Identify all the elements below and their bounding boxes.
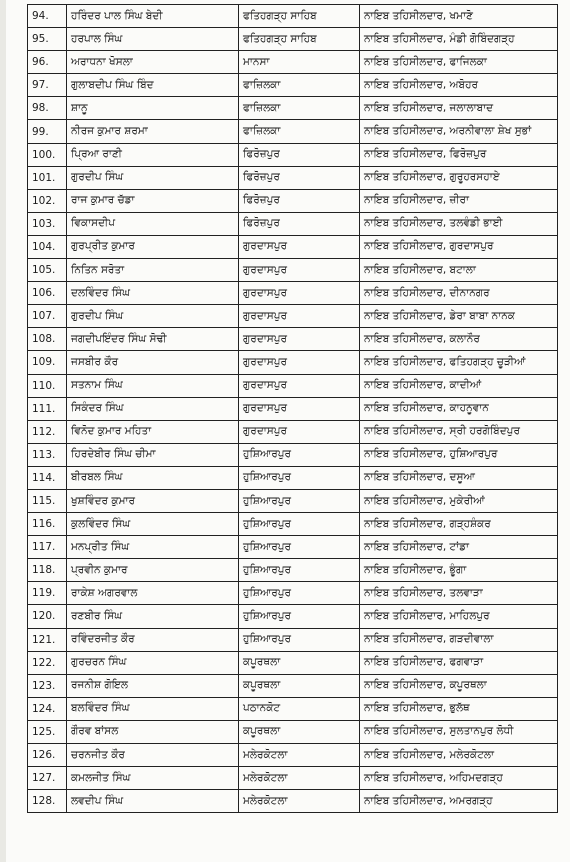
district-cell: ਕਪੂਰਥਲਾ bbox=[239, 674, 360, 697]
posting-cell: ਨਾਇਬ ਤਹਿਸੀਲਦਾਰ, ਤਲਵਾੜਾ bbox=[360, 582, 558, 605]
serial-number-cell: 122. bbox=[28, 651, 67, 674]
officer-name-cell: ਹਿਰਦੇਬੀਰ ਸਿੰਘ ਚੀਮਾ bbox=[67, 443, 239, 466]
serial-number-cell: 107. bbox=[28, 305, 67, 328]
officer-name-cell: ਬਲਵਿੰਦਰ ਸਿੰਘ bbox=[67, 697, 239, 720]
table-row bbox=[28, 166, 558, 189]
posting-cell: ਨਾਇਬ ਤਹਿਸੀਲਦਾਰ, ਗੜ੍ਹਸ਼ੰਕਰ bbox=[360, 513, 558, 536]
district-cell: ਗੁਰਦਾਸਪੁਰ bbox=[239, 351, 360, 374]
officer-name-cell: ਚਰਨਜੀਤ ਕੌਰ bbox=[67, 744, 239, 767]
posting-cell: ਨਾਇਬ ਤਹਿਸੀਲਦਾਰ, ਜਲਾਲਾਬਾਦ bbox=[360, 97, 558, 120]
officer-name-cell: ਜਗਦੀਪਇੰਦਰ ਸਿੰਘ ਸੋਢੀ bbox=[67, 328, 239, 351]
officer-name-cell: ਲਵਦੀਪ ਸਿੰਘ bbox=[67, 790, 239, 813]
officer-name-cell: ਗੁਰਦੀਪ ਸਿੰਘ bbox=[67, 166, 239, 189]
officer-name-cell: ਹਰਿੰਦਰ ਪਾਲ ਸਿੰਘ ਬੇਦੀ bbox=[67, 5, 239, 28]
table-row bbox=[28, 189, 558, 212]
district-cell: ਕਪੂਰਥਲਾ bbox=[239, 651, 360, 674]
posting-cell: ਨਾਇਬ ਤਹਿਸੀਲਦਾਰ, ਫਿਰੋਜ਼ਪੁਰ bbox=[360, 143, 558, 166]
officer-name-cell: ਵਿਕਾਸਦੀਪ bbox=[67, 212, 239, 235]
posting-cell: ਨਾਇਬ ਤਹਿਸੀਲਦਾਰ, ਮਲੇਰਕੋਟਲਾ bbox=[360, 744, 558, 767]
district-cell: ਗੁਰਦਾਸਪੁਰ bbox=[239, 282, 360, 305]
district-cell: ਫਾਜ਼ਿਲਕਾ bbox=[239, 120, 360, 143]
posting-cell: ਨਾਇਬ ਤਹਿਸੀਲਦਾਰ, ਕਾਦੀਆਂ bbox=[360, 374, 558, 397]
serial-number-cell: 94. bbox=[28, 5, 67, 28]
district-cell: ਮਲੇਰਕੋਟਲਾ bbox=[239, 767, 360, 790]
serial-number-cell: 96. bbox=[28, 51, 67, 74]
posting-cell: ਨਾਇਬ ਤਹਿਸੀਲਦਾਰ, ਕਪੂਰਥਲਾ bbox=[360, 674, 558, 697]
posting-cell: ਨਾਇਬ ਤਹਿਸੀਲਦਾਰ, ਫਗਵਾੜਾ bbox=[360, 651, 558, 674]
posting-cell: ਨਾਇਬ ਤਹਿਸੀਲਦਾਰ, ਸ੍ਰੀ ਹਰਗੋਬਿੰਦਪੁਰ bbox=[360, 420, 558, 443]
table-row bbox=[28, 674, 558, 697]
serial-number-cell: 123. bbox=[28, 674, 67, 697]
serial-number-cell: 113. bbox=[28, 443, 67, 466]
table-row bbox=[28, 536, 558, 559]
serial-number-cell: 109. bbox=[28, 351, 67, 374]
district-cell: ਪਠਾਨਕੋਟ bbox=[239, 697, 360, 720]
serial-number-cell: 126. bbox=[28, 744, 67, 767]
posting-cell: ਨਾਇਬ ਤਹਿਸੀਲਦਾਰ, ਗੜਦੀਵਾਲਾ bbox=[360, 628, 558, 651]
serial-number-cell: 102. bbox=[28, 189, 67, 212]
table-row bbox=[28, 582, 558, 605]
posting-cell: ਨਾਇਬ ਤਹਿਸੀਲਦਾਰ, ਅਮਰਗੜ੍ਹ bbox=[360, 790, 558, 813]
district-cell: ਗੁਰਦਾਸਪੁਰ bbox=[239, 374, 360, 397]
table-row bbox=[28, 28, 558, 51]
table-row bbox=[28, 466, 558, 489]
officer-name-cell: ਅਰਾਧਨਾ ਖੋਸਲਾ bbox=[67, 51, 239, 74]
table-row bbox=[28, 328, 558, 351]
table-row bbox=[28, 767, 558, 790]
district-cell: ਗੁਰਦਾਸਪੁਰ bbox=[239, 259, 360, 282]
serial-number-cell: 103. bbox=[28, 212, 67, 235]
officer-name-cell: ਨਿਤਿਨ ਸਰੋਤਾ bbox=[67, 259, 239, 282]
officer-name-cell: ਗੁਰਚਰਨ ਸਿੰਘ bbox=[67, 651, 239, 674]
serial-number-cell: 100. bbox=[28, 143, 67, 166]
serial-number-cell: 105. bbox=[28, 259, 67, 282]
serial-number-cell: 127. bbox=[28, 767, 67, 790]
posting-cell: ਨਾਇਬ ਤਹਿਸੀਲਦਾਰ, ਗੁਰਦਾਸਪੁਰ bbox=[360, 235, 558, 258]
officer-name-cell: ਰਜਨੀਸ਼ ਗੋਇਲ bbox=[67, 674, 239, 697]
posting-cell: ਨਾਇਬ ਤਹਿਸੀਲਦਾਰ, ਭੂੰਗਾ bbox=[360, 559, 558, 582]
district-cell: ਫਾਜ਼ਿਲਕਾ bbox=[239, 97, 360, 120]
officer-name-cell: ਸਿਕੰਦਰ ਸਿੰਘ bbox=[67, 397, 239, 420]
district-cell: ਮਲੇਰਕੋਟਲਾ bbox=[239, 744, 360, 767]
table-row bbox=[28, 605, 558, 628]
officer-name-cell: ਰਣਬੀਰ ਸਿੰਘ bbox=[67, 605, 239, 628]
serial-number-cell: 110. bbox=[28, 374, 67, 397]
posting-cell: ਨਾਇਬ ਤਹਿਸੀਲਦਾਰ, ਜ਼ੀਰਾ bbox=[360, 189, 558, 212]
officer-name-cell: ਪ੍ਰਿਆ ਰਾਣੀ bbox=[67, 143, 239, 166]
table-row bbox=[28, 628, 558, 651]
officer-name-cell: ਰਾਕੇਸ਼ ਅਗਰਵਾਲ bbox=[67, 582, 239, 605]
officer-name-cell: ਬੀਰਬਲ ਸਿੰਘ bbox=[67, 466, 239, 489]
officer-name-cell: ਰਾਜ ਕੁਮਾਰ ਚੱਡਾ bbox=[67, 189, 239, 212]
district-cell: ਗੁਰਦਾਸਪੁਰ bbox=[239, 328, 360, 351]
posting-cell: ਨਾਇਬ ਤਹਿਸੀਲਦਾਰ, ਅਹਿਮਦਗੜ੍ਹ bbox=[360, 767, 558, 790]
serial-number-cell: 125. bbox=[28, 720, 67, 743]
posting-cell: ਨਾਇਬ ਤਹਿਸੀਲਦਾਰ, ਗੁਰੂਹਰਸਹਾਏ bbox=[360, 166, 558, 189]
district-cell: ਫਿਰੋਜ਼ਪੁਰ bbox=[239, 212, 360, 235]
posting-table bbox=[27, 4, 558, 813]
posting-cell: ਨਾਇਬ ਤਹਿਸੀਲਦਾਰ, ਭੁਲੱਥ bbox=[360, 697, 558, 720]
table-row bbox=[28, 397, 558, 420]
district-cell: ਗੁਰਦਾਸਪੁਰ bbox=[239, 235, 360, 258]
serial-number-cell: 106. bbox=[28, 282, 67, 305]
table-row bbox=[28, 351, 558, 374]
serial-number-cell: 104. bbox=[28, 235, 67, 258]
officer-name-cell: ਖੁਸ਼ਵਿੰਦਰ ਕੁਮਾਰ bbox=[67, 489, 239, 512]
table-row bbox=[28, 790, 558, 813]
district-cell: ਹੁਸ਼ਿਆਰਪੁਰ bbox=[239, 559, 360, 582]
officer-name-cell: ਵਿਨੋਦ ਕੁਮਾਰ ਮਹਿਤਾ bbox=[67, 420, 239, 443]
officer-name-cell: ਗੌਰਵ ਬਾਂਸਲ bbox=[67, 720, 239, 743]
serial-number-cell: 116. bbox=[28, 513, 67, 536]
district-cell: ਫਤਿਹਗੜ੍ਹ ਸਾਹਿਬ bbox=[239, 28, 360, 51]
officer-name-cell: ਗੁਰਦੀਪ ਸਿੰਘ bbox=[67, 305, 239, 328]
posting-cell: ਨਾਇਬ ਤਹਿਸੀਲਦਾਰ, ਡੇਰਾ ਬਾਬਾ ਨਾਨਕ bbox=[360, 305, 558, 328]
posting-table-body bbox=[28, 5, 558, 813]
district-cell: ਕਪੂਰਥਲਾ bbox=[239, 720, 360, 743]
officer-name-cell: ਗੁਲਾਬਦੀਪ ਸਿੰਘ ਬਿੰਦ bbox=[67, 74, 239, 97]
district-cell: ਹੁਸ਼ਿਆਰਪੁਰ bbox=[239, 605, 360, 628]
serial-number-cell: 114. bbox=[28, 466, 67, 489]
district-cell: ਫਿਰੋਜ਼ਪੁਰ bbox=[239, 189, 360, 212]
table-row bbox=[28, 5, 558, 28]
table-row bbox=[28, 97, 558, 120]
district-cell: ਗੁਰਦਾਸਪੁਰ bbox=[239, 305, 360, 328]
officer-name-cell: ਸ਼ਾਨੂ bbox=[67, 97, 239, 120]
serial-number-cell: 121. bbox=[28, 628, 67, 651]
serial-number-cell: 115. bbox=[28, 489, 67, 512]
officer-name-cell: ਕੁਲਵਿੰਦਰ ਸਿੰਘ bbox=[67, 513, 239, 536]
posting-cell: ਨਾਇਬ ਤਹਿਸੀਲਦਾਰ, ਅਬੋਹਰ bbox=[360, 74, 558, 97]
posting-cell: ਨਾਇਬ ਤਹਿਸੀਲਦਾਰ, ਕਲਾਨੌਰ bbox=[360, 328, 558, 351]
district-cell: ਹੁਸ਼ਿਆਰਪੁਰ bbox=[239, 489, 360, 512]
serial-number-cell: 117. bbox=[28, 536, 67, 559]
officer-name-cell: ਹਰਪਾਲ ਸਿੰਘ bbox=[67, 28, 239, 51]
table-row bbox=[28, 443, 558, 466]
posting-cell: ਨਾਇਬ ਤਹਿਸੀਲਦਾਰ, ਫਤਿਹਗੜ੍ਹ ਚੂੜੀਆਂ bbox=[360, 351, 558, 374]
serial-number-cell: 101. bbox=[28, 166, 67, 189]
serial-number-cell: 124. bbox=[28, 697, 67, 720]
district-cell: ਗੁਰਦਾਸਪੁਰ bbox=[239, 397, 360, 420]
officer-name-cell: ਸਤਨਾਮ ਸਿੰਘ bbox=[67, 374, 239, 397]
district-cell: ਫਿਰੋਜ਼ਪੁਰ bbox=[239, 166, 360, 189]
posting-cell: ਨਾਇਬ ਤਹਿਸੀਲਦਾਰ, ਸੁਲਤਾਨਪੁਰ ਲੋਧੀ bbox=[360, 720, 558, 743]
serial-number-cell: 108. bbox=[28, 328, 67, 351]
posting-cell: ਨਾਇਬ ਤਹਿਸੀਲਦਾਰ, ਦੀਨਾਨਗਰ bbox=[360, 282, 558, 305]
table-row bbox=[28, 305, 558, 328]
posting-cell: ਨਾਇਬ ਤਹਿਸੀਲਦਾਰ, ਦਸੂਆ bbox=[360, 466, 558, 489]
serial-number-cell: 98. bbox=[28, 97, 67, 120]
table-row bbox=[28, 744, 558, 767]
table-row bbox=[28, 651, 558, 674]
table-row bbox=[28, 212, 558, 235]
officer-name-cell: ਪ੍ਰਵੀਨ ਕੁਮਾਰ bbox=[67, 559, 239, 582]
district-cell: ਫਾਜ਼ਿਲਕਾ bbox=[239, 74, 360, 97]
table-row bbox=[28, 374, 558, 397]
district-cell: ਮਾਨਸਾ bbox=[239, 51, 360, 74]
serial-number-cell: 128. bbox=[28, 790, 67, 813]
serial-number-cell: 120. bbox=[28, 605, 67, 628]
district-cell: ਹੁਸ਼ਿਆਰਪੁਰ bbox=[239, 628, 360, 651]
district-cell: ਹੁਸ਼ਿਆਰਪੁਰ bbox=[239, 443, 360, 466]
table-row bbox=[28, 143, 558, 166]
table-row bbox=[28, 74, 558, 97]
district-cell: ਹੁਸ਼ਿਆਰਪੁਰ bbox=[239, 513, 360, 536]
posting-cell: ਨਾਇਬ ਤਹਿਸੀਲਦਾਰ, ਮੁਕੇਰੀਆਂ bbox=[360, 489, 558, 512]
district-cell: ਹੁਸ਼ਿਆਰਪੁਰ bbox=[239, 536, 360, 559]
posting-cell: ਨਾਇਬ ਤਹਿਸੀਲਦਾਰ, ਕਾਹਨੂਵਾਨ bbox=[360, 397, 558, 420]
table-row bbox=[28, 513, 558, 536]
officer-name-cell: ਕਮਲਜੀਤ ਸਿੰਘ bbox=[67, 767, 239, 790]
officer-name-cell: ਮਨਪ੍ਰੀਤ ਸਿੰਘ bbox=[67, 536, 239, 559]
district-cell: ਹੁਸ਼ਿਆਰਪੁਰ bbox=[239, 582, 360, 605]
table-row bbox=[28, 420, 558, 443]
posting-cell: ਨਾਇਬ ਤਹਿਸੀਲਦਾਰ, ਬਟਾਲਾ bbox=[360, 259, 558, 282]
table-row bbox=[28, 259, 558, 282]
officer-name-cell: ਰਵਿੰਦਰਜੀਤ ਕੌਰ bbox=[67, 628, 239, 651]
serial-number-cell: 119. bbox=[28, 582, 67, 605]
officer-name-cell: ਜਸਬੀਰ ਕੌਰ bbox=[67, 351, 239, 374]
table-row bbox=[28, 559, 558, 582]
posting-cell: ਨਾਇਬ ਤਹਿਸੀਲਦਾਰ, ਅਰਨੀਵਾਲਾ ਸ਼ੇਖ ਸੁਭਾਂ bbox=[360, 120, 558, 143]
district-cell: ਗੁਰਦਾਸਪੁਰ bbox=[239, 420, 360, 443]
table-row bbox=[28, 120, 558, 143]
posting-cell: ਨਾਇਬ ਤਹਿਸੀਲਦਾਰ, ਹੁਸ਼ਿਆਰਪੁਰ bbox=[360, 443, 558, 466]
posting-cell: ਨਾਇਬ ਤਹਿਸੀਲਦਾਰ, ਮੰਡੀ ਗੋਬਿੰਦਗੜ੍ਹ bbox=[360, 28, 558, 51]
district-cell: ਮਲੇਰਕੋਟਲਾ bbox=[239, 790, 360, 813]
posting-cell: ਨਾਇਬ ਤਹਿਸੀਲਦਾਰ, ਫਾਜਿਲਕਾ bbox=[360, 51, 558, 74]
page-left-edge bbox=[0, 0, 6, 862]
table-row bbox=[28, 697, 558, 720]
serial-number-cell: 111. bbox=[28, 397, 67, 420]
table-row bbox=[28, 235, 558, 258]
officer-name-cell: ਨੀਰਜ ਕੁਮਾਰ ਸ਼ਰਮਾ bbox=[67, 120, 239, 143]
posting-cell: ਨਾਇਬ ਤਹਿਸੀਲਦਾਰ, ਮਾਹਿਲਪੁਰ bbox=[360, 605, 558, 628]
table-row bbox=[28, 489, 558, 512]
district-cell: ਫਿਰੋਜ਼ਪੁਰ bbox=[239, 143, 360, 166]
posting-cell: ਨਾਇਬ ਤਹਿਸੀਲਦਾਰ, ਟਾਂਡਾ bbox=[360, 536, 558, 559]
table-row bbox=[28, 51, 558, 74]
serial-number-cell: 112. bbox=[28, 420, 67, 443]
serial-number-cell: 118. bbox=[28, 559, 67, 582]
officer-name-cell: ਗੁਰਪ੍ਰੀਤ ਕੁਮਾਰ bbox=[67, 235, 239, 258]
posting-cell: ਨਾਇਬ ਤਹਿਸੀਲਦਾਰ, ਖਮਾਣੋ bbox=[360, 5, 558, 28]
table-row bbox=[28, 282, 558, 305]
district-cell: ਫਤਿਹਗੜ੍ਹ ਸਾਹਿਬ bbox=[239, 5, 360, 28]
serial-number-cell: 97. bbox=[28, 74, 67, 97]
table-row bbox=[28, 720, 558, 743]
officer-name-cell: ਦਲਵਿੰਦਰ ਸਿੰਘ bbox=[67, 282, 239, 305]
serial-number-cell: 95. bbox=[28, 28, 67, 51]
district-cell: ਹੁਸ਼ਿਆਰਪੁਰ bbox=[239, 466, 360, 489]
posting-cell: ਨਾਇਬ ਤਹਿਸੀਲਦਾਰ, ਤਲਵੰਡੀ ਭਾਈ bbox=[360, 212, 558, 235]
serial-number-cell: 99. bbox=[28, 120, 67, 143]
